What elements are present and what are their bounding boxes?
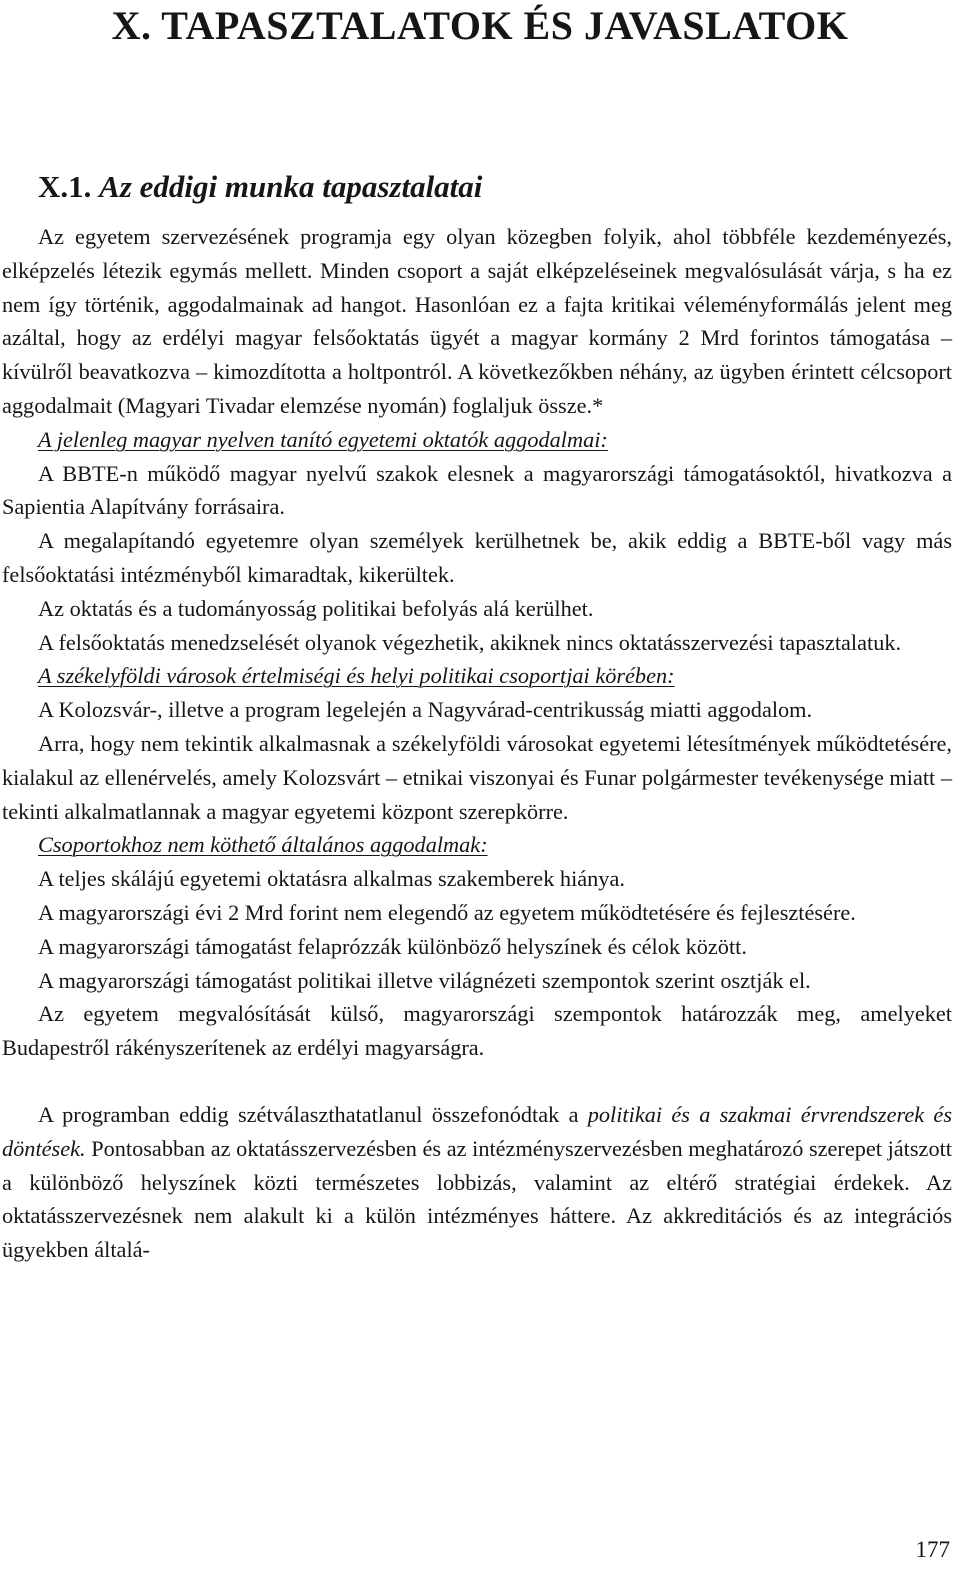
body-text — [2, 220, 952, 1267]
chapter-title: X. TAPASZTALATOK ÉS JAVASLATOK — [111, 3, 849, 48]
closing-text-start: A programban eddig szétválaszthatatlanul összefonódtak a — [38, 1101, 588, 1127]
list-item: A felsőoktatás menedzselését olyanok végezhetik, akiknek nincs oktatásszervezési tapasztalatuk. — [38, 629, 902, 655]
closing-emphasis: politikai és a szakmai érvrendszerek és döntések. — [2, 1101, 953, 1161]
list-item: A magyarországi támogatást felaprózzák különböző helyszínek és célok között. — [38, 933, 747, 959]
group-heading-general: Csoportokhoz nem köthető általános aggodalmak: — [38, 832, 488, 858]
list-item: A Kolozsvár-, illetve a program legelején a Nagyvárad-centrikusság miatti aggodalom. — [38, 697, 813, 723]
section-heading — [38, 170, 482, 204]
section-number: X.1. — [38, 169, 92, 204]
group-heading-szekelyfold: A székelyföldi városok értelmiségi és helyi politikai csoportjai körében: — [38, 663, 675, 689]
list-item: Arra, hogy nem tekintik alkalmasnak a székelyföldi városokat egyetemi létesítmények működtetésére, kialakul az ellenérvelés, amely Kolozsvárt – etnikai viszonyai és Funar polgármester tevékenysége miatt – tekinti alkalmatlannak a magyar egyetemi központ szerepkörre. — [2, 730, 952, 824]
group-heading-lecturers: A jelenleg magyar nyelven tanító egyetemi oktatók aggodalmai: — [38, 426, 608, 452]
list-item: A megalapítandó egyetemre olyan személyek kerülhetnek be, akik eddig a BBTE-ből vagy más felsőoktatási intézményből kimaradtak, kikerültek. — [2, 528, 952, 587]
section-title: Az eddigi munka tapasztalatai — [99, 169, 483, 204]
closing-text-end: Pontosabban az oktatásszervezésben és az intézményszervezésben meghatározó szerepet játszott a különböző helyszínek közti természetes lobbizás, valamint az eltérő stratégiai érdekek. Az oktatásszervezésnek nem alakult ki a külön intézményes háttere. Az akkreditációs és az integrációs ügyekben általá- — [2, 1135, 952, 1263]
page-number: 177 — [915, 1537, 950, 1562]
list-item: A magyarországi évi 2 Mrd forint nem elegendő az egyetem működtetésére és fejlesztésére. — [38, 899, 856, 925]
list-item: Az egyetem megvalósítását külső, magyarországi szempontok határozzák meg, amelyeket Budapestről rákényszerítenek az erdélyi magyarságra. — [2, 1001, 952, 1061]
list-item: A BBTE-n működő magyar nyelvű szakok elesnek a magyarországi támogatásoktól, hivatkozva a Sapientia Alapítvány forrásaira. — [2, 460, 952, 520]
paragraph-gap — [2, 1065, 952, 1098]
list-item: A teljes skálájú egyetemi oktatásra alkalmas szakemberek hiánya. — [38, 866, 625, 892]
intro-paragraph: Az egyetem szervezésének programja egy olyan közegben folyik, ahol többféle kezdeményezés, elképzelés létezik egymás mellett. Minden csoport a saját elképzeléseinek megvalósulását várja, s ha ez nem így történik, aggodalmainak ad hangot. Hasonlóan ez a fajta kritikai véleményformálás jelent meg azáltal, hogy az erdélyi magyar felsőoktatás ügyét a magyar kormány 2 Mrd forintos támogatása – kívülről beavatkozva – kimozdította a holtpontról. A következőkben néhány, az ügyben érintett célcsoport aggodalmait (Magyari Tivadar elemzése nyomán) foglaljuk össze.* — [2, 224, 952, 418]
list-item: A magyarországi támogatást politikai illetve világnézeti szempontok szerint osztják el. — [38, 967, 811, 993]
list-item: Az oktatás és a tudományosság politikai befolyás alá kerülhet. — [38, 595, 594, 621]
closing-paragraph — [2, 1098, 952, 1267]
